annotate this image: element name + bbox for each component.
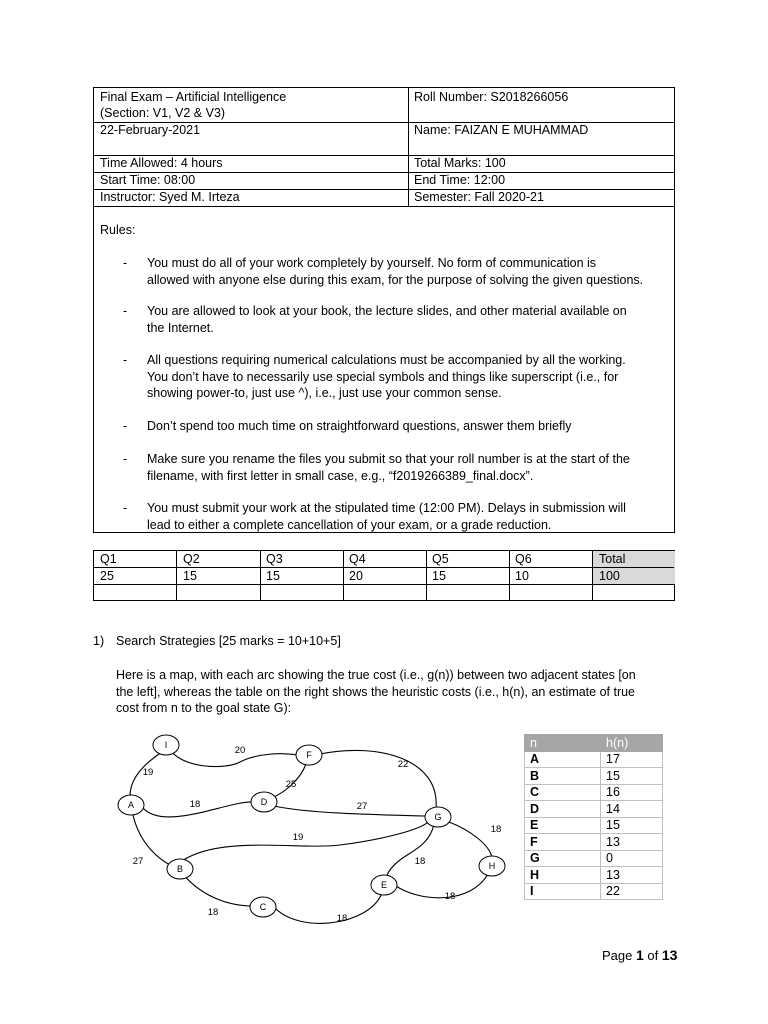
end-time: End Time: 12:00 (414, 173, 506, 187)
table-row (525, 784, 663, 801)
heuristic-value: 17 (601, 751, 663, 768)
rule-bullet: - (123, 452, 128, 466)
heuristic-node: I (525, 883, 601, 900)
heuristic-node: A (525, 751, 601, 768)
heuristic-header-row (525, 735, 663, 752)
edge-label: 25 (285, 779, 297, 790)
edge-e-h (396, 874, 488, 898)
rule-line: You must do all of your work completely by yourself. No form of communication is (147, 256, 597, 270)
marks-value-q3: 15 (266, 569, 280, 583)
start-time: Start Time: 08:00 (100, 173, 196, 187)
node-label: D (260, 797, 268, 807)
heuristic-value: 16 (601, 784, 663, 801)
heuristic-node: B (525, 768, 601, 785)
exam-section: (Section: V1, V2 & V3) (100, 106, 226, 120)
edge-b-c (182, 873, 250, 906)
marks-value-q2: 15 (183, 569, 197, 583)
roll-number: Roll Number: S2018266056 (414, 90, 569, 104)
rule-bullet: - (123, 419, 128, 433)
heuristic-value: 15 (601, 768, 663, 785)
edge-label: 18 (336, 913, 348, 924)
marks-value-q5: 15 (432, 569, 446, 583)
rule-line: You don’t have to necessarily use special symbols and things like superscript (i.e., for (147, 369, 619, 384)
rule-line: You are allowed to look at your book, the lecture slides, and other material available on (147, 304, 627, 318)
heuristic-table (524, 734, 663, 900)
node-label: H (488, 861, 496, 871)
heuristic-value: 14 (601, 801, 663, 818)
heuristic-node: H (525, 867, 601, 884)
node-label: C (259, 902, 267, 912)
marks-value-q1: 25 (100, 569, 114, 583)
heuristic-col-h: h(n) (601, 735, 663, 752)
rule-bullet: - (123, 256, 128, 270)
marks-header-q2: Q2 (183, 552, 200, 566)
edge-g-h (449, 822, 492, 858)
rule-bullet: - (123, 353, 128, 367)
edge-label: 22 (397, 759, 409, 770)
node-label: B (176, 864, 184, 874)
question-line: cost from n to the goal state G): (116, 701, 292, 715)
edge-g-e (386, 824, 434, 877)
rule-line: lead to either a complete cancellation of your exam, or a grade reduction. (147, 517, 552, 532)
edge-label: 19 (142, 767, 154, 778)
node-label: A (127, 800, 135, 810)
edge-b-g (182, 822, 428, 861)
edge-label: 19 (292, 832, 304, 843)
node-label: E (380, 880, 388, 890)
rule-bullet: - (123, 304, 128, 318)
marks-value-q4: 20 (349, 569, 363, 583)
edge-label: 20 (234, 745, 246, 756)
page-total: 13 (661, 947, 678, 963)
marks-value-q6: 10 (515, 569, 529, 583)
rules-title: Rules: (100, 223, 136, 237)
question-number: 1) (93, 634, 105, 648)
edge-label: 27 (132, 856, 144, 867)
marks-value-total: 100 (599, 569, 620, 583)
exam-title: Final Exam – Artificial Intelligence (100, 90, 287, 104)
heuristic-col-n: n (525, 735, 601, 752)
page-current: 1 (636, 947, 644, 963)
table-row (525, 817, 663, 834)
edge-label: 18 (444, 891, 456, 902)
question-title: Search Strategies [25 marks = 10+10+5] (116, 634, 341, 648)
table-row (525, 850, 663, 867)
marks-header-q6: Q6 (515, 552, 532, 566)
edge-label: 18 (189, 799, 201, 810)
heuristic-value: 0 (601, 850, 663, 867)
heuristic-node: E (525, 817, 601, 834)
marks-header-q4: Q4 (349, 552, 366, 566)
table-row (525, 768, 663, 785)
edge-label: 18 (207, 907, 219, 918)
rule-line: Don’t spend too much time on straightforward questions, answer them briefly (147, 419, 572, 433)
rule-line: All questions requiring numerical calculations must be accompanied by all the working. (147, 353, 626, 367)
edge-f-g (320, 750, 436, 808)
heuristic-node: G (525, 850, 601, 867)
heuristic-node: C (525, 784, 601, 801)
edge-label: 18 (490, 824, 502, 835)
table-row (525, 834, 663, 851)
question-line: the left], whereas the table on the right shows the heuristic costs (i.e., h(n), an estimate of true (116, 684, 636, 699)
total-marks: Total Marks: 100 (414, 156, 506, 170)
marks-header-q1: Q1 (100, 552, 117, 566)
semester: Semester: Fall 2020-21 (414, 190, 544, 204)
table-row (525, 801, 663, 818)
heuristic-value: 15 (601, 817, 663, 834)
edge-label: 18 (414, 856, 426, 867)
heuristic-node: F (525, 834, 601, 851)
rule-line: Make sure you rename the files you submit so that your roll number is at the start of the (147, 452, 630, 466)
marks-header-total: Total (599, 552, 626, 566)
heuristic-node: D (525, 801, 601, 818)
page-number (602, 946, 677, 965)
edge-d-g (274, 806, 426, 816)
heuristic-value: 13 (601, 867, 663, 884)
node-label: I (164, 740, 168, 750)
student-name: Name: FAIZAN E MUHAMMAD (414, 123, 589, 137)
page-word: Page (602, 948, 633, 963)
instructor: Instructor: Syed M. Irteza (100, 190, 240, 204)
time-allowed: Time Allowed: 4 hours (100, 156, 223, 170)
table-row (525, 751, 663, 768)
of-word: of (647, 948, 659, 963)
heuristic-value: 22 (601, 883, 663, 900)
rule-line: showing power-to, just use ^), i.e., just use your common sense. (147, 386, 502, 400)
heuristic-value: 13 (601, 834, 663, 851)
table-row (525, 883, 663, 900)
marks-header-q3: Q3 (266, 552, 283, 566)
edge-label: 27 (356, 801, 368, 812)
rule-line: allowed with anyone else during this exam, for the purpose of solving the given questions. (147, 272, 644, 287)
table-row (525, 867, 663, 884)
question-line: Here is a map, with each arc showing the true cost (i.e., g(n)) between two adjacent states [on (116, 668, 636, 682)
node-label: F (306, 750, 312, 760)
rule-line: You must submit your work at the stipulated time (12:00 PM). Delays in submission will (147, 501, 626, 515)
rule-line: filename, with first letter in small case, e.g., “f2019266389_final.docx”. (147, 468, 534, 483)
rule-line: the Internet. (147, 320, 214, 335)
rule-bullet: - (123, 501, 128, 515)
node-label: G (434, 812, 442, 822)
exam-date: 22-February-2021 (100, 123, 201, 137)
marks-header-q5: Q5 (432, 552, 449, 566)
edge-c-e (274, 893, 382, 923)
